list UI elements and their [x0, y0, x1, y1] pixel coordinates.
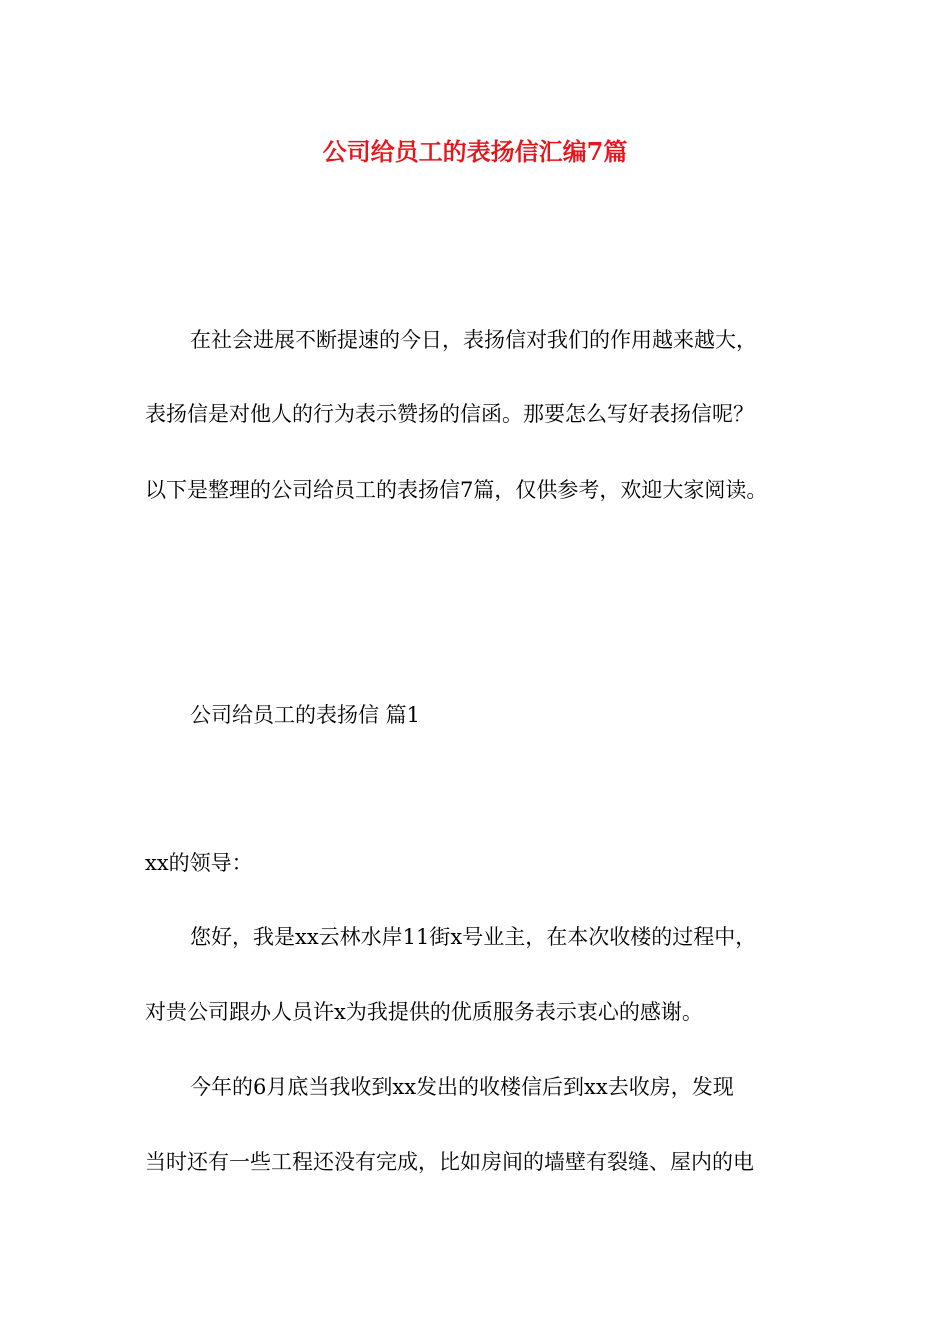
intro-line-2: 表扬信是对他人的行为表示赞扬的信函。那要怎么写好表扬信呢？ — [145, 402, 754, 426]
body-line-1: 您好，我是xx云林水岸11街x号业主，在本次收楼的过程中， — [190, 925, 757, 949]
section-heading: 公司给员工的表扬信 篇1 — [190, 703, 421, 727]
body-line-4: 当时还有一些工程还没有完成，比如房间的墙壁有裂缝、屋内的电 — [145, 1150, 754, 1174]
intro-line-1: 在社会进展不断提速的今日，表扬信对我们的作用越来越大， — [190, 328, 757, 352]
letter-salutation: xx的领导： — [145, 851, 253, 875]
body-line-2: 对贵公司跟办人员许x为我提供的优质服务表示衷心的感谢。 — [145, 1000, 703, 1024]
body-line-3: 今年的6月底当我收到xx发出的收楼信后到xx去收房，发现 — [190, 1075, 734, 1099]
intro-line-3: 以下是整理的公司给员工的表扬信7篇，仅供参考，欢迎大家阅读。 — [145, 478, 768, 502]
document-title: 公司给员工的表扬信汇编7篇 — [322, 137, 628, 166]
